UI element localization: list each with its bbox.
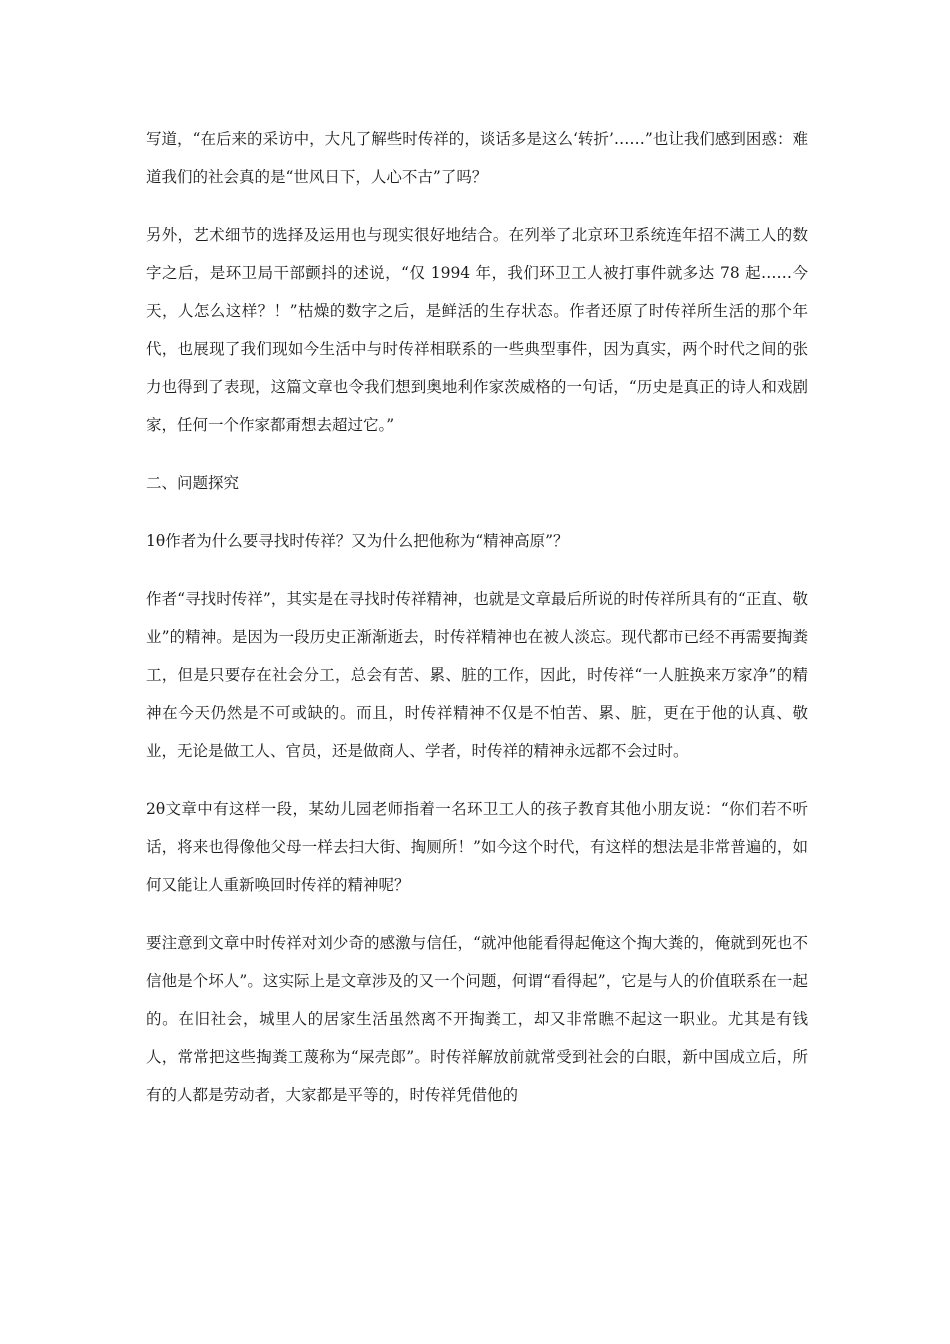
answer-2: 要注意到文章中时传祥对刘少奇的感激与信任，“就冲他能看得起俺这个掏大粪的，俺就到死也不信他是个坏人”。这实际上是文章涉及的又一个问题，何谓“看得起”，它是与人的价值联系在一起的。在旧社会，城里人的居家生活虽然离不开掏粪工，却又非常瞧不起这一职业。尤其是有钱人，常常把这些掏粪工蔑称为“屎壳郎”。时传祥解放前就常受到社会的白眼，新中国成立后，所有的人都是劳动者，大家都是平等的，时传祥凭借他的: [146, 934, 808, 1104]
question-1: 1θ作者为什么要寻找时传祥？又为什么把他称为“精神高原”？: [146, 532, 569, 550]
answer-1: 作者“寻找时传祥”，其实是在寻找时传祥精神，也就是文章最后所说的时传祥所具有的“正直、敬业”的精神。是因为一段历史正渐渐逝去，时传祥精神也在被人淡忘。现代都市已经不再需要掏粪工，但是只要存在社会分工，总会有苦、累、脏的工作，因此，时传祥“一人脏换来万家净”的精神在今天仍然是不可或缺的。而且，时传祥精神不仅是不怕苦、累、脏，更在于他的认真、敬业，无论是做工人、官员，还是做商人、学者，时传祥的精神永远都不会过时。: [146, 590, 808, 760]
section-heading: 二、问题探究: [146, 474, 240, 492]
question-2: 2θ文章中有这样一段，某幼儿园老师指着一名环卫工人的孩子教育其他小朋友说：“你们若不听话，将来也得像他父母一样去扫大街、掏厕所！”如今这个时代，有这样的想法是非常普遍的，如何又能让人重新唤回时传祥的精神呢？: [146, 800, 808, 894]
document-page: [146, 120, 808, 1134]
paragraph-2: 另外，艺术细节的选择及运用也与现实很好地结合。在列举了北京环卫系统连年招不满工人的数字之后，是环卫局干部颤抖的述说，“仅 1994 年，我们环卫工人被打事件就多达 78 起……今天，人怎么这样？！”枯燥的数字之后，是鲜活的生存状态。作者还原了时传祥所生活的那个年代，也展现了我们现如今生活中与时传祥相联系的一些典型事件，因为真实，两个时代之间的张力也得到了表现，这篇文章也令我们想到奥地利作家茨威格的一句话，“历史是真正的诗人和戏剧家，任何一个作家都甭想去超过它。”: [146, 226, 808, 434]
paragraph-1: 写道，“在后来的采访中，大凡了解些时传祥的，谈话多是这么‘转折’……”也让我们感到困惑：难道我们的社会真的是“世风日下，人心不古”了吗？: [146, 130, 808, 186]
